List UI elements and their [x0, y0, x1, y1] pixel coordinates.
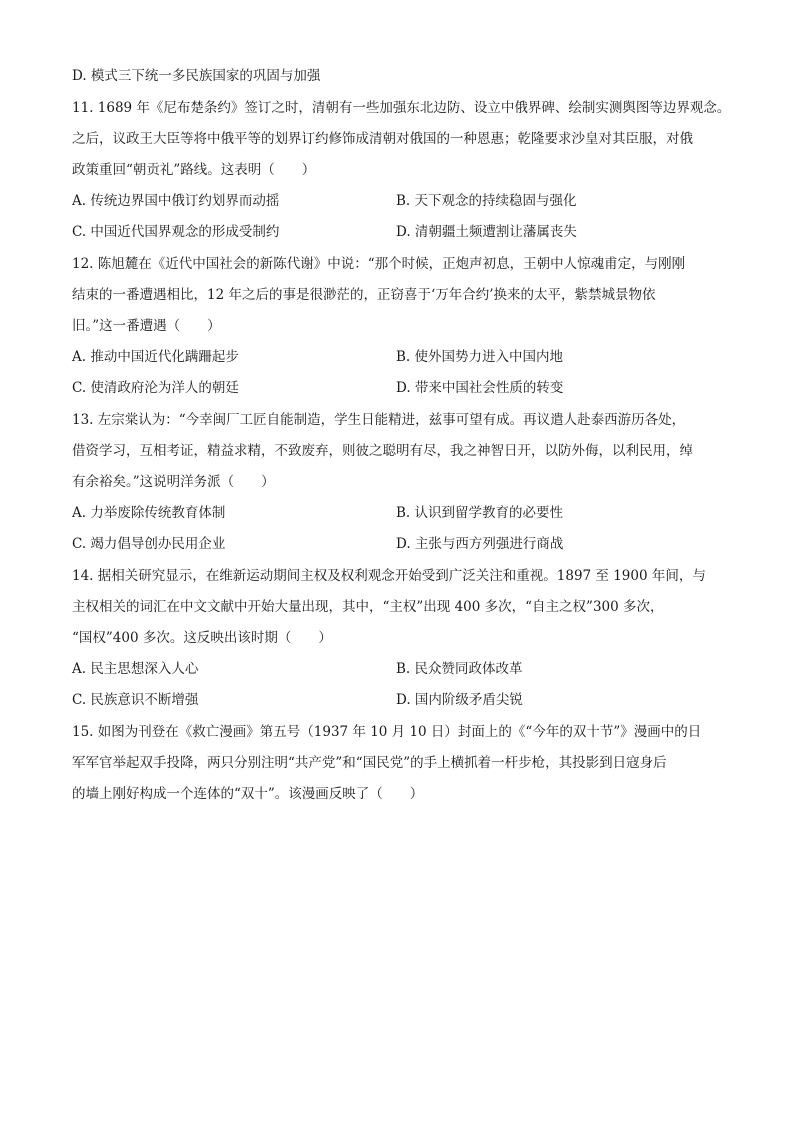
- q15-stem-line-3: 的墙上刚好构成一个连体的“双十”。该漫画反映了（ ）: [72, 786, 424, 802]
- q13-option-b: B. 认识到留学教育的必要性: [396, 505, 564, 521]
- q11-option-a: A. 传统边界国中俄订约划界而动摇: [72, 193, 280, 209]
- q13-stem-line-2: 借资学习，互相考证，精益求精，不致废弃，则彼之聪明有尽，我之神智日开，以防外侮，以利民用，绰: [72, 443, 693, 459]
- q12-option-d: D. 带来中国社会性质的转变: [396, 380, 564, 396]
- q15-stem-line-1: 15. 如图为刊登在《救亡漫画》第五号（1937 年 10 月 10 日）封面上的《“今年的双十节”》漫画中的日: [72, 724, 702, 740]
- prev-option-d: D. 模式三下统一多民族国家的巩固与加强: [72, 68, 321, 84]
- q11-option-d: D. 清朝疆土频遭割让藩属丧失: [396, 224, 577, 240]
- q11-option-b: B. 天下观念的持续稳固与强化: [396, 193, 577, 209]
- q12-option-c: C. 使清政府沦为洋人的朝廷: [72, 380, 239, 396]
- q14-stem-line-2: 主权相关的词汇在中文文献中开始大量出现，其中，“主权”出现 400 多次，“自主之权”300 多次，: [72, 599, 664, 615]
- q14-stem-line-1: 14. 据相关研究显示，在维新运动期间主权及权利观念开始受到广泛关注和重视。1897 至 1900 年间，与: [72, 568, 706, 584]
- q13-stem-line-3: 有余裕矣。”这说明洋务派（ ）: [72, 474, 275, 490]
- q11-stem-line-2: 之后，议政王大臣等将中俄平等的划界订约修饰成清朝对俄国的一种恩惠；乾隆要求沙皇对其臣服，对俄: [72, 131, 693, 147]
- q14-stem-line-3: “国权”400 多次。这反映出该时期（ ）: [72, 630, 332, 646]
- q13-option-d: D. 主张与西方列强进行商战: [396, 536, 564, 552]
- q12-stem-line-3: 旧。”这一番遭遇（ ）: [72, 318, 221, 334]
- q15-stem-line-2: 军军官举起双手投降，两只分别注明“共产党”和“国民党”的手上横抓着一杆步枪，其投影到日寇身后: [72, 755, 667, 771]
- q14-option-a: A. 民主思想深入人心: [72, 661, 199, 677]
- q14-option-c: C. 民族意识不断增强: [72, 692, 199, 708]
- q14-option-d: D. 国内阶级矛盾尖锐: [396, 692, 523, 708]
- q11-stem-line-3: 政策重回“朝贡礼”路线。这表明（ ）: [72, 162, 316, 178]
- q11-stem-line-1: 11. 1689 年《尼布楚条约》签订之时，清朝有一些加强东北边防、设立中俄界碑、绘制实测舆图等边界观念。: [72, 100, 731, 116]
- q12-stem-line-1: 12. 陈旭麓在《近代中国社会的新陈代谢》中说：“那个时候，正炮声初息，王朝中人惊魂甫定，与刚刚: [72, 256, 686, 272]
- q13-stem-line-1: 13. 左宗棠认为：“今幸闽厂工匠自能制造，学生日能精进，兹事可望有成。再议遣人赴泰西游历各处，: [72, 412, 686, 428]
- q11-option-c: C. 中国近代国界观念的形成受制约: [72, 224, 280, 240]
- q12-option-b: B. 使外国势力进入中国内地: [396, 349, 564, 365]
- q13-option-a: A. 力举废除传统教育体制: [72, 505, 226, 521]
- q13-option-c: C. 竭力倡导创办民用企业: [72, 536, 226, 552]
- q12-stem-line-2: 结束的一番遭遇相比，12 年之后的事是很渺茫的，正窃喜于‘万年合约’换来的太平，紫禁城景物依: [72, 287, 656, 303]
- q12-option-a: A. 推动中国近代化蹒跚起步: [72, 349, 239, 365]
- q14-option-b: B. 民众赞同政体改革: [396, 661, 523, 677]
